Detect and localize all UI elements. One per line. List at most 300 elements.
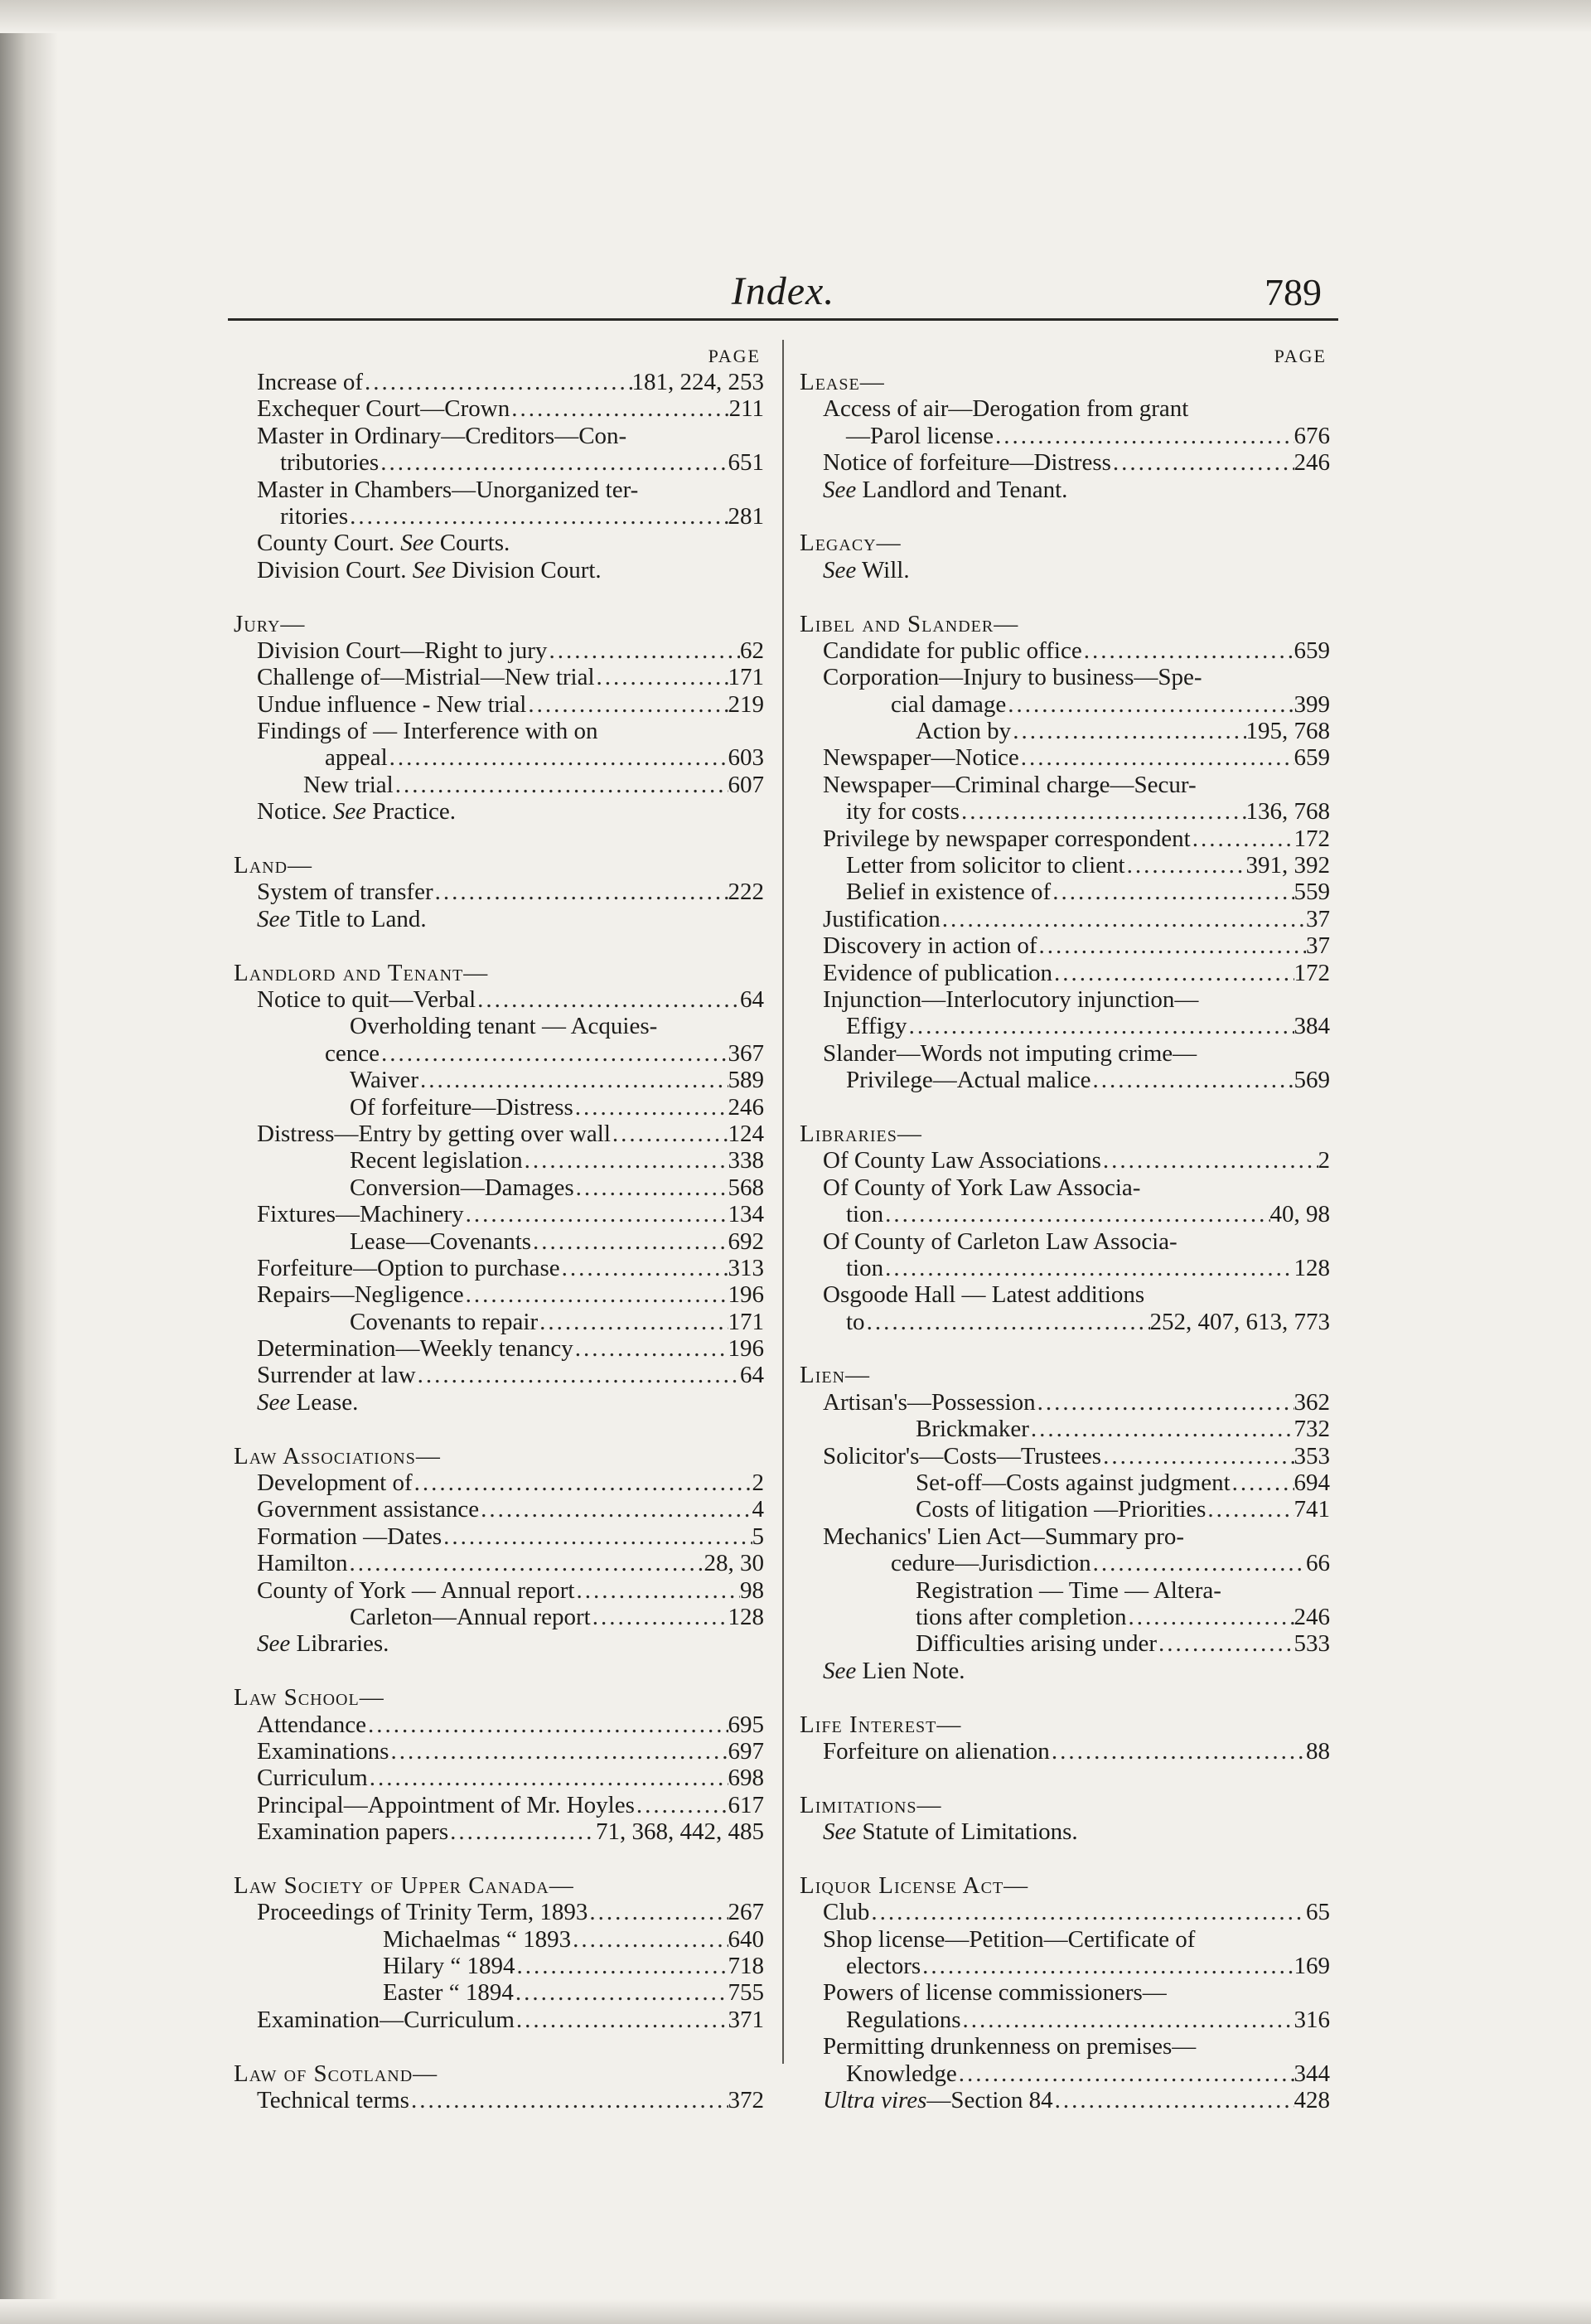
dot-leader xyxy=(865,1309,1150,1335)
entry-text: Recent legislation xyxy=(350,1147,523,1174)
entry-text: Set-off—Costs against judgment xyxy=(916,1469,1231,1497)
entry-text: Lien— xyxy=(800,1362,871,1389)
page-reference: 559 xyxy=(1294,879,1330,906)
entry-text: Formation —Dates xyxy=(257,1523,442,1550)
entry-text: Lease— xyxy=(800,369,885,395)
dot-leader xyxy=(538,1309,728,1335)
entry-spacer xyxy=(800,1094,1330,1121)
entry-text: Solicitor's—Costs—Trustees xyxy=(823,1442,1102,1469)
entry-text: Lease—Covenants xyxy=(350,1227,532,1255)
page-reference: 384 xyxy=(1294,1013,1330,1040)
entry-text: Hamilton xyxy=(257,1550,348,1577)
page-reference: 171 xyxy=(728,664,764,691)
entry-text: Of forfeiture—Distress xyxy=(350,1093,573,1121)
entry-text: Notice. See Practice. xyxy=(257,798,456,826)
entry-text: Easter “ 1894 xyxy=(383,1979,514,2007)
entry-text: Effigy xyxy=(846,1013,907,1040)
page-reference: 428 xyxy=(1294,2087,1330,2113)
entry-text: Access of air—Derogation from grant xyxy=(823,395,1189,423)
page-reference: 659 xyxy=(1294,637,1330,664)
entry-text: Limitations— xyxy=(800,1791,942,1818)
dot-leader xyxy=(1029,1416,1294,1442)
page-title: Index. xyxy=(731,269,835,313)
entry-text: Libraries— xyxy=(800,1120,922,1147)
entry-text: Carleton—Annual report xyxy=(350,1603,591,1630)
column-header-page: PAGE xyxy=(1274,346,1327,366)
page-reference: 732 xyxy=(1294,1416,1330,1443)
dot-leader xyxy=(416,1362,740,1388)
entry-text: Attendance xyxy=(257,1711,367,1738)
index-entry xyxy=(234,1496,764,1523)
entry-text: Exchequer Court—Crown xyxy=(257,395,510,423)
entry-text: See Lease. xyxy=(257,1388,359,1416)
entry-spacer xyxy=(234,1845,764,1871)
entry-text: See Libraries. xyxy=(257,1630,389,1658)
entry-spacer xyxy=(234,932,764,959)
dot-leader xyxy=(1101,1147,1318,1174)
index-entry xyxy=(800,718,1330,744)
index-entry xyxy=(234,1335,764,1362)
page-reference: 267 xyxy=(728,1899,764,1926)
dot-leader xyxy=(433,879,728,905)
page-reference: 28, 30 xyxy=(704,1550,764,1577)
page-reference: 344 xyxy=(1294,2060,1330,2087)
index-entry xyxy=(234,1174,764,1201)
index-entry xyxy=(800,1174,1330,1201)
page-reference: 196 xyxy=(728,1281,764,1309)
index-entry xyxy=(800,557,1330,583)
entry-text: Principal—Appointment of Mr. Hoyles xyxy=(257,1791,635,1818)
index-entry xyxy=(234,1094,764,1121)
entry-text: See Statute of Limitations. xyxy=(823,1818,1078,1846)
entry-spacer xyxy=(234,583,764,610)
page-reference: 362 xyxy=(1294,1388,1330,1416)
page-reference: 64 xyxy=(740,985,764,1013)
index-entry xyxy=(234,1201,764,1227)
page-reference: 371 xyxy=(728,2006,764,2033)
dot-leader xyxy=(348,1550,704,1576)
index-heading xyxy=(800,611,1330,637)
dot-leader xyxy=(409,2087,728,2113)
index-entry xyxy=(234,423,764,449)
index-heading xyxy=(800,1362,1330,1388)
entry-text: Division Court. See Division Court. xyxy=(257,556,602,583)
index-entry xyxy=(234,1228,764,1255)
dot-leader xyxy=(573,1335,728,1362)
page-reference: 313 xyxy=(728,1254,764,1281)
page-reference: 692 xyxy=(728,1227,764,1255)
page-reference: 2 xyxy=(752,1469,764,1497)
dot-leader xyxy=(588,1899,728,1925)
index-entry xyxy=(800,1040,1330,1067)
dot-leader xyxy=(515,1953,728,1979)
page-reference: 169 xyxy=(1294,1953,1330,1980)
entry-text: Regulations xyxy=(846,2006,961,2033)
dot-leader xyxy=(442,1523,752,1550)
index-column-right xyxy=(800,344,1330,2113)
dot-leader xyxy=(961,2007,1294,2033)
index-entry xyxy=(800,395,1330,422)
entry-spacer xyxy=(234,826,764,852)
entry-text: Land— xyxy=(234,852,313,879)
entry-text: Repairs—Negligence xyxy=(257,1281,464,1309)
index-entry xyxy=(800,1630,1330,1657)
entry-text: cence xyxy=(325,1039,380,1067)
dot-leader xyxy=(960,798,1246,825)
index-entry xyxy=(800,691,1330,718)
entry-text: Artisan's—Possession xyxy=(823,1388,1036,1416)
entry-text: County Court. See Courts. xyxy=(257,530,510,557)
page-reference: 316 xyxy=(1294,2006,1330,2033)
dot-leader xyxy=(907,1013,1294,1039)
dot-leader xyxy=(573,1094,728,1121)
index-entry xyxy=(800,477,1330,503)
dot-leader xyxy=(1051,879,1294,905)
dot-leader xyxy=(366,1712,728,1738)
index-entry xyxy=(234,1953,764,1979)
entry-text: Curriculum xyxy=(257,1765,368,1792)
index-heading xyxy=(800,1121,1330,1147)
entry-text: Michaelmas “ 1893 xyxy=(383,1925,572,1953)
entry-text: Technical terms xyxy=(257,2087,409,2113)
page-reference: 37 xyxy=(1306,932,1330,960)
column-header-page: PAGE xyxy=(708,346,761,366)
index-entry xyxy=(234,1255,764,1281)
index-entry xyxy=(800,852,1330,879)
page-reference: 40, 98 xyxy=(1269,1201,1330,1228)
entry-text: ity for costs xyxy=(846,798,960,826)
page-reference: 533 xyxy=(1294,1630,1330,1658)
entry-spacer xyxy=(234,1658,764,1684)
dot-leader xyxy=(994,423,1294,449)
entry-text: Master in Chambers—Unorganized ter- xyxy=(257,476,639,503)
dot-leader xyxy=(388,744,728,771)
dot-leader xyxy=(1052,960,1294,986)
entry-text: Newspaper—Criminal charge—Secur- xyxy=(823,771,1197,798)
page-reference: 246 xyxy=(1294,449,1330,477)
page-reference: 568 xyxy=(728,1174,764,1201)
entry-text: Mechanics' Lien Act—Summary pro- xyxy=(823,1523,1185,1550)
entry-text: Action by xyxy=(916,718,1012,745)
page-reference: 353 xyxy=(1294,1442,1330,1469)
index-entry xyxy=(234,1604,764,1630)
entry-text: Discovery in action of xyxy=(823,932,1037,960)
index-entry xyxy=(234,1067,764,1093)
index-entry xyxy=(234,1550,764,1576)
dot-leader xyxy=(379,449,728,476)
index-entry xyxy=(800,637,1330,664)
entry-text: Justification xyxy=(823,905,941,932)
index-entry xyxy=(800,772,1330,798)
index-heading xyxy=(234,611,764,637)
index-entry xyxy=(800,826,1330,852)
dot-leader xyxy=(941,906,1306,932)
page-reference: 676 xyxy=(1294,422,1330,449)
index-entry xyxy=(800,1979,1330,2006)
entry-text: Legacy— xyxy=(800,530,902,557)
index-entry xyxy=(800,1309,1330,1335)
page-reference: 338 xyxy=(728,1147,764,1174)
page-reference: 2 xyxy=(1318,1147,1330,1174)
page-reference: 181, 224, 253 xyxy=(631,369,764,395)
entry-text: Examination papers xyxy=(257,1818,449,1846)
index-entries xyxy=(234,369,764,2113)
index-heading xyxy=(234,1684,764,1711)
page-reference: 569 xyxy=(1294,1067,1330,1094)
dot-leader xyxy=(921,1953,1294,1979)
page-reference: 136, 768 xyxy=(1245,798,1330,826)
entry-text: Privilege—Actual malice xyxy=(846,1067,1091,1094)
entry-text: New trial xyxy=(303,771,394,798)
dot-leader xyxy=(448,1818,596,1845)
page-reference: 62 xyxy=(740,637,764,664)
index-entry xyxy=(234,1630,764,1657)
dot-leader xyxy=(1111,449,1294,476)
page-number: 789 xyxy=(1265,271,1322,313)
entry-text: Conversion—Damages xyxy=(350,1174,574,1201)
index-entry xyxy=(234,1899,764,1925)
index-entry xyxy=(800,1577,1330,1604)
index-entry xyxy=(234,772,764,798)
entry-text: Forfeiture on alienation xyxy=(823,1737,1050,1765)
entry-text: Forfeiture—Option to purchase xyxy=(257,1254,560,1281)
index-entry xyxy=(234,637,764,664)
index-entry xyxy=(234,557,764,583)
index-entry xyxy=(234,1765,764,1791)
index-entry xyxy=(800,906,1330,932)
index-entry xyxy=(800,1443,1330,1469)
index-entry xyxy=(234,718,764,744)
entry-text: County of York — Annual report xyxy=(257,1576,575,1604)
header-rule xyxy=(228,318,1338,321)
page-reference: 651 xyxy=(728,449,764,477)
entry-text: Libel and Slander— xyxy=(800,610,1019,637)
page-reference: 246 xyxy=(1294,1603,1330,1630)
index-entry xyxy=(234,1818,764,1845)
index-entry xyxy=(800,1604,1330,1630)
index-entry xyxy=(234,1712,764,1738)
index-entry xyxy=(234,986,764,1013)
dot-leader xyxy=(869,1899,1306,1925)
entry-spacer xyxy=(800,1684,1330,1711)
index-entry xyxy=(800,1067,1330,1093)
page-reference: 246 xyxy=(728,1093,764,1121)
index-heading xyxy=(234,2060,764,2087)
entry-text: Letter from solicitor to client xyxy=(846,852,1125,879)
entry-text: Fixtures—Machinery xyxy=(257,1201,464,1228)
entry-text: cial damage xyxy=(891,690,1007,718)
dot-leader xyxy=(611,1121,728,1147)
index-entry xyxy=(234,503,764,530)
dot-leader xyxy=(591,1604,728,1630)
index-entry xyxy=(800,1738,1330,1765)
entry-text: Difficulties arising under xyxy=(916,1630,1158,1658)
page-reference: 755 xyxy=(728,1979,764,2007)
page-reference: 603 xyxy=(728,744,764,772)
dot-leader xyxy=(476,986,740,1013)
index-entry xyxy=(234,1792,764,1818)
entry-text: Overholding tenant — Acquies- xyxy=(350,1013,658,1040)
entry-text: appeal xyxy=(325,744,388,772)
dot-leader xyxy=(595,664,728,690)
page-top-edge xyxy=(0,0,1591,33)
entry-text: Distress—Entry by getting over wall xyxy=(257,1120,611,1147)
entry-spacer xyxy=(800,503,1330,530)
entry-text: System of transfer xyxy=(257,879,433,906)
page-reference: 4 xyxy=(752,1496,764,1523)
page-edge-shadow xyxy=(0,0,58,2324)
index-entry xyxy=(800,1496,1330,1523)
entry-spacer xyxy=(234,2033,764,2060)
dot-leader xyxy=(389,1738,728,1765)
index-heading xyxy=(800,1792,1330,1818)
dot-leader xyxy=(1019,744,1294,771)
dot-leader xyxy=(394,772,728,798)
index-entry xyxy=(234,477,764,503)
dot-leader xyxy=(1101,1443,1294,1469)
entry-text: Challenge of—Mistrial—New trial xyxy=(257,664,595,691)
page-reference: 172 xyxy=(1294,825,1330,852)
entry-text: Brickmaker xyxy=(916,1416,1029,1443)
page-reference: 124 xyxy=(728,1120,764,1147)
entry-text: Injunction—Interlocutory injunction— xyxy=(823,985,1199,1013)
page-reference: 372 xyxy=(728,2087,764,2113)
index-column-left xyxy=(234,344,764,2113)
dot-leader xyxy=(418,1067,728,1093)
entry-text: Proceedings of Trinity Term, 1893 xyxy=(257,1899,588,1926)
dot-leader xyxy=(635,1792,728,1818)
index-entry xyxy=(234,1523,764,1550)
index-entry xyxy=(234,1040,764,1067)
page-reference: 171 xyxy=(728,1308,764,1335)
dot-leader xyxy=(883,1201,1269,1227)
index-entry xyxy=(234,1979,764,2006)
page-reference: 281 xyxy=(728,502,764,530)
index-entry xyxy=(800,1899,1330,1925)
entry-text: Of County of York Law Associa- xyxy=(823,1174,1141,1201)
index-entry xyxy=(800,960,1330,986)
running-header xyxy=(228,264,1338,317)
entry-text: Undue influence - New trial xyxy=(257,690,527,718)
page-reference: 698 xyxy=(728,1765,764,1792)
index-entry xyxy=(800,664,1330,690)
page-reference: 128 xyxy=(1294,1254,1330,1281)
index-entry xyxy=(800,423,1330,449)
entry-spacer xyxy=(800,1765,1330,1791)
entry-text: Law Society of Upper Canada— xyxy=(234,1871,574,1899)
index-entry xyxy=(234,1389,764,1416)
entry-text: Powers of license commissioners— xyxy=(823,1979,1167,2007)
index-entries xyxy=(800,369,1330,2113)
index-entry xyxy=(234,1926,764,1953)
page-reference: 367 xyxy=(728,1039,764,1067)
page-reference: 134 xyxy=(728,1201,764,1228)
entry-text: Development of xyxy=(257,1469,413,1497)
index-entry xyxy=(234,798,764,825)
dot-leader xyxy=(348,503,728,530)
dot-leader xyxy=(1231,1469,1294,1496)
index-entry xyxy=(800,2033,1330,2060)
index-entry xyxy=(800,1658,1330,1684)
entry-text: Law of Scotland— xyxy=(234,2060,438,2087)
entry-text: tion xyxy=(846,1201,884,1228)
index-entry xyxy=(800,986,1330,1013)
index-entry xyxy=(800,1201,1330,1227)
entry-text: Law School— xyxy=(234,1684,384,1712)
dot-leader xyxy=(523,1147,728,1174)
entry-text: tions after completion xyxy=(916,1603,1127,1630)
page-reference: 5 xyxy=(752,1523,764,1550)
index-entry xyxy=(234,1738,764,1765)
page-reference: 196 xyxy=(728,1335,764,1363)
dot-leader xyxy=(1053,2087,1294,2113)
page-reference: 617 xyxy=(728,1791,764,1818)
index-heading xyxy=(800,369,1330,395)
entry-text: Hilary “ 1894 xyxy=(383,1953,515,1980)
entry-text: to xyxy=(846,1308,865,1335)
index-entry xyxy=(234,1309,764,1335)
index-entry xyxy=(800,449,1330,476)
entry-text: Costs of litigation —Priorities xyxy=(916,1496,1207,1523)
entry-text: Government assistance xyxy=(257,1496,480,1523)
index-entry xyxy=(800,1523,1330,1550)
entry-text: Examinations xyxy=(257,1737,389,1765)
entry-text: See Lien Note. xyxy=(823,1657,965,1684)
page-reference: 37 xyxy=(1306,905,1330,932)
index-entry xyxy=(234,530,764,556)
dot-leader xyxy=(531,1228,728,1255)
entry-text: Permitting drunkenness on premises— xyxy=(823,2033,1197,2060)
page-reference: 66 xyxy=(1306,1550,1330,1577)
index-heading xyxy=(234,960,764,986)
entry-text: Jury— xyxy=(234,610,306,637)
dot-leader xyxy=(526,691,728,718)
index-heading xyxy=(234,1872,764,1899)
page-reference: 697 xyxy=(728,1737,764,1765)
entry-text: Shop license—Petition—Certificate of xyxy=(823,1925,1196,1953)
page-reference: 71, 368, 442, 485 xyxy=(596,1818,764,1846)
entry-text: —Parol license xyxy=(846,422,994,449)
index-entry xyxy=(800,1281,1330,1308)
index-entry xyxy=(800,1389,1330,1416)
entry-text: Determination—Weekly tenancy xyxy=(257,1335,573,1363)
page-reference: 659 xyxy=(1294,744,1330,772)
entry-text: Privilege by newspaper correspondent xyxy=(823,825,1191,852)
dot-leader xyxy=(560,1255,728,1281)
index-entry xyxy=(234,664,764,690)
index-heading xyxy=(800,530,1330,556)
dot-leader xyxy=(1082,637,1294,664)
index-entry xyxy=(800,879,1330,905)
index-heading xyxy=(234,1443,764,1469)
dot-leader xyxy=(574,1577,740,1604)
dot-leader xyxy=(1127,1604,1294,1630)
entry-text: Liquor License Act— xyxy=(800,1871,1029,1899)
entry-text: Evidence of publication xyxy=(823,959,1053,986)
page-reference: 640 xyxy=(728,1925,764,1953)
dot-leader xyxy=(1091,1550,1306,1576)
entry-text: Candidate for public office xyxy=(823,637,1082,664)
page-reference: 741 xyxy=(1294,1496,1330,1523)
index-entry xyxy=(234,2087,764,2113)
column-divider xyxy=(782,340,784,2064)
entry-text: ritories xyxy=(280,502,349,530)
index-entry xyxy=(234,691,764,718)
dot-leader xyxy=(479,1496,752,1523)
index-entry xyxy=(800,1013,1330,1039)
entry-text: Of County of Carleton Law Associa- xyxy=(823,1227,1178,1255)
dot-leader xyxy=(510,395,728,422)
